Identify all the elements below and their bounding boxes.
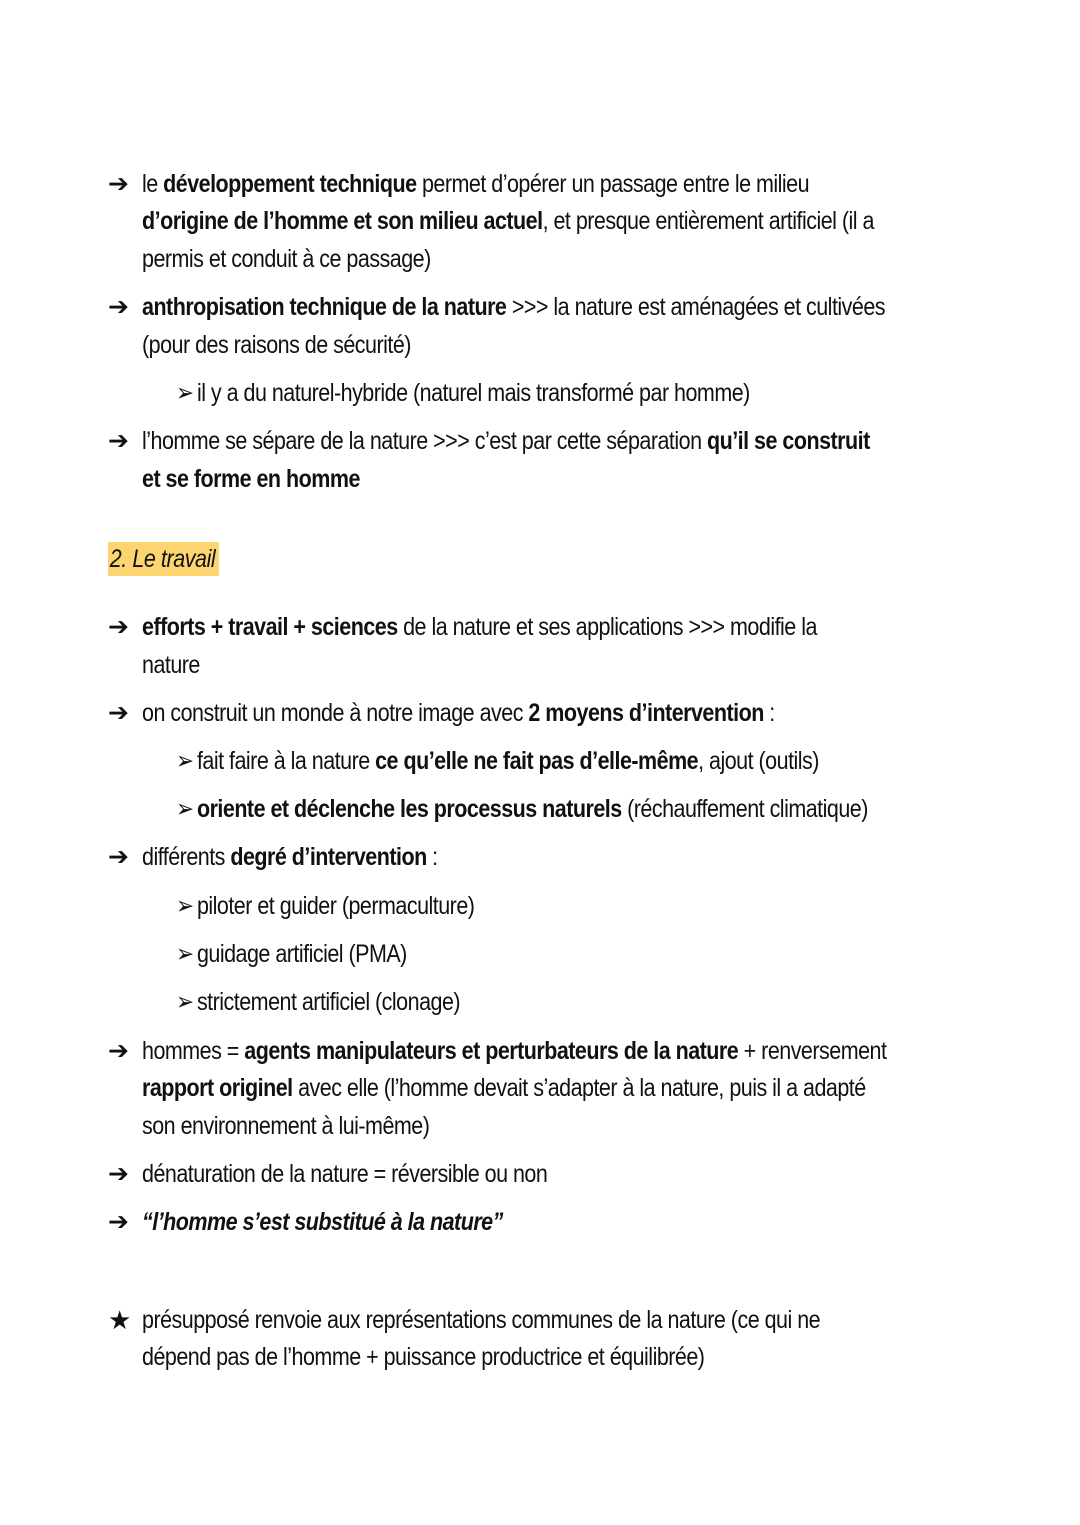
triangle-bullet-icon: ➢ <box>176 988 194 1016</box>
section-heading: 2. Le travail <box>108 542 219 576</box>
bullet-text: efforts + travail + sciences de la nature et ses applications >>> modifie la <box>142 613 817 641</box>
arrow-bullet-icon: ➔ <box>108 1208 129 1236</box>
triangle-bullet-icon: ➢ <box>176 795 194 823</box>
bullet-text: anthropisation technique de la nature >>> la nature est aménagées et cultivées <box>142 293 886 321</box>
bullet-text: et se forme en homme <box>142 465 360 493</box>
sub-bullet-text: ➢ il y a du naturel-hybride (naturel mais transformé par homme) <box>176 374 750 412</box>
bullet-text: nature <box>142 651 200 679</box>
triangle-bullet-icon: ➢ <box>176 892 194 920</box>
bullet-text: permis et conduit à ce passage) <box>142 245 431 273</box>
triangle-bullet-icon: ➢ <box>176 379 194 407</box>
bullet-text: le développement technique permet d’opérer un passage entre le milieu <box>142 170 810 198</box>
arrow-bullet-icon: ➔ <box>108 1037 129 1065</box>
bullet-text: rapport originel avec elle (l’homme devait s’adapter à la nature, puis il a adapté <box>142 1074 866 1102</box>
bullet-text: dénaturation de la nature = réversible ou non <box>142 1160 548 1188</box>
arrow-bullet-icon: ➔ <box>108 1160 129 1188</box>
bullet-text: on construit un monde à notre image avec 2 moyens d’intervention : <box>142 699 775 727</box>
sub-bullet-text: ➢ guidage artificiel (PMA) <box>176 935 407 973</box>
note-text: dépend pas de l’homme + puissance productrice et équilibrée) <box>142 1343 705 1371</box>
sub-bullet-text: ➢ fait faire à la nature ce qu’elle ne fait pas d’elle-même, ajout (outils) <box>176 742 819 780</box>
arrow-bullet-icon: ➔ <box>108 699 129 727</box>
bullet-text: différents degré d’intervention : <box>142 843 438 871</box>
arrow-bullet-icon: ➔ <box>108 293 129 321</box>
sub-bullet-text: ➢ piloter et guider (permaculture) <box>176 887 474 925</box>
sub-bullet-text: ➢ oriente et déclenche les processus naturels (réchauffement climatique) <box>176 790 868 828</box>
quote-text: “l’homme s’est substitué à la nature” <box>142 1208 503 1236</box>
sub-bullet-text: ➢ strictement artificiel (clonage) <box>176 983 460 1021</box>
triangle-bullet-icon: ➢ <box>176 940 194 968</box>
star-icon: ★ <box>108 1305 132 1335</box>
bullet-text: d’origine de l’homme et son milieu actuel, et presque entièrement artificiel (il a <box>142 207 874 235</box>
arrow-bullet-icon: ➔ <box>108 843 129 871</box>
bullet-text: (pour des raisons de sécurité) <box>142 331 411 359</box>
triangle-bullet-icon: ➢ <box>176 747 194 775</box>
bullet-text: son environnement à lui-même) <box>142 1112 430 1140</box>
bullet-text: hommes = agents manipulateurs et perturbateurs de la nature + renversement <box>142 1037 887 1065</box>
arrow-bullet-icon: ➔ <box>108 613 129 641</box>
arrow-bullet-icon: ➔ <box>108 427 129 455</box>
note-text: présupposé renvoie aux représentations communes de la nature (ce qui ne <box>142 1306 821 1334</box>
arrow-bullet-icon: ➔ <box>108 170 129 198</box>
bullet-text: l’homme se sépare de la nature >>> c’est par cette séparation qu’il se construit <box>142 427 870 455</box>
